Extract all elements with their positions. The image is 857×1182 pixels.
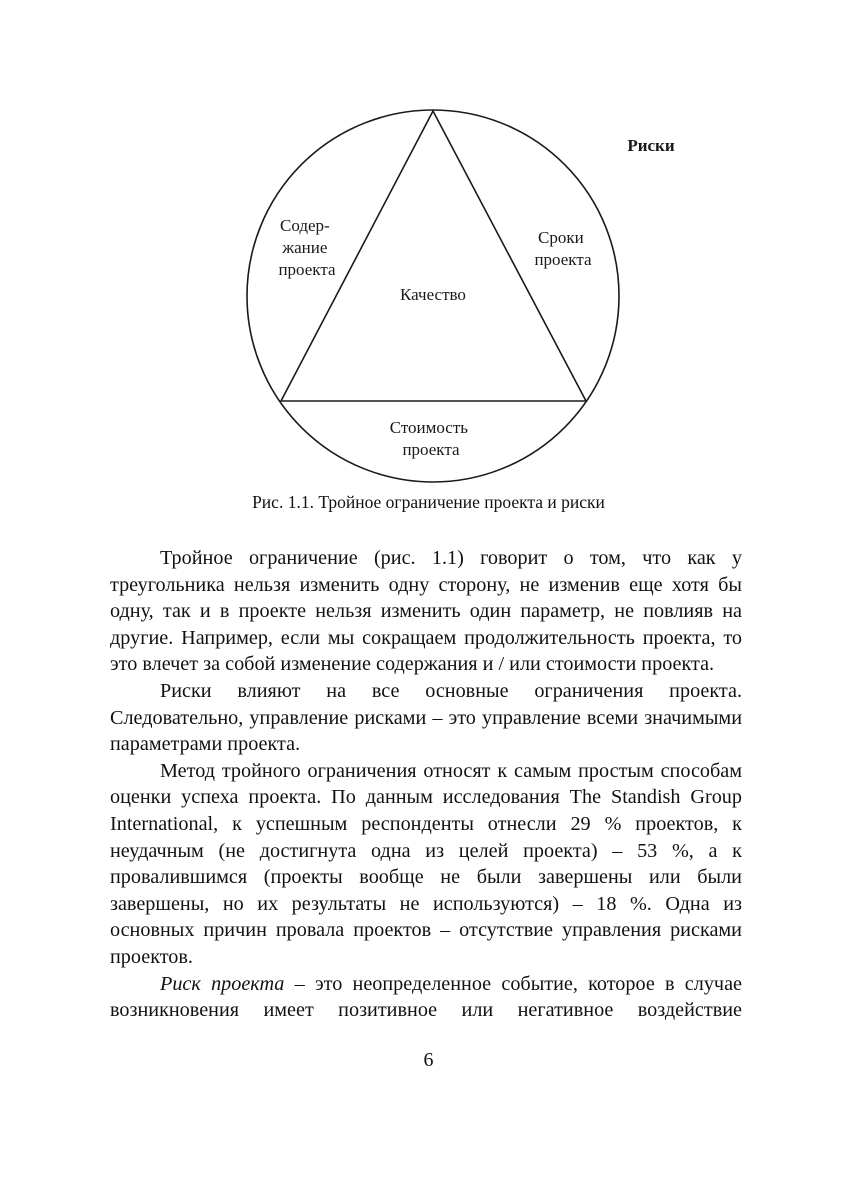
paragraph: [110, 971, 742, 1024]
figure-caption: Рис. 1.1. Тройное ограничение проекта и риски: [252, 492, 605, 512]
term-risk-of-project: Риск проекта: [160, 972, 285, 995]
scope-label: [278, 216, 336, 279]
scope-label-line: проекта: [278, 260, 336, 279]
body-text: [110, 545, 742, 1024]
paragraph: Риски влияют на все основные ограничения проекта. Следовательно, управление рисками – это управление всеми значимыми параметрами проекта.: [110, 679, 742, 756]
cost-label-line: проекта: [402, 440, 460, 459]
scope-label-line: Содер-: [280, 216, 330, 235]
cost-label-line: Стоимость: [389, 418, 469, 437]
time-label-line: проекта: [534, 250, 592, 269]
time-label-line: Сроки: [538, 228, 584, 247]
triple-constraint-diagram: [0, 0, 857, 500]
paragraph: Тройное ограничение (рис. 1.1) говорит о том, что как у треугольника нельзя изменить одну сторону, не изменив еще хотя бы одну, так и в проекте нельзя изменить один параметр, не повлияв на другие. Например, если мы сокращаем продолжительность проекта, то это влечет за собой изменение содержания и / или стоимости проекта.: [110, 547, 742, 676]
scope-label-line: жание: [282, 238, 328, 257]
paragraph: Метод тройного ограничения относят к самым простым способам оценки успеха проекта. По данным исследования The Standish Group International, к успешным респонденты отнесли 29 % проектов, к неудачным (не достигнута одна из целей проекта) – 53 %, а к провалившимся (проекты вообще не были завершены или были завершены, но их результаты не используются) – 18 %. Одна из основных причин провала проектов – отсутствие управления рисками проектов.: [110, 759, 742, 968]
paragraph-rest: – это неопределенное событие, которое в случае возникновения имеет позитивное или негативное воздействие: [110, 972, 742, 1022]
cost-label: [390, 418, 473, 459]
time-label: [534, 228, 592, 269]
page-number: 6: [423, 1049, 434, 1071]
risks-label: Риски: [627, 136, 675, 155]
quality-label: Качество: [400, 285, 466, 304]
